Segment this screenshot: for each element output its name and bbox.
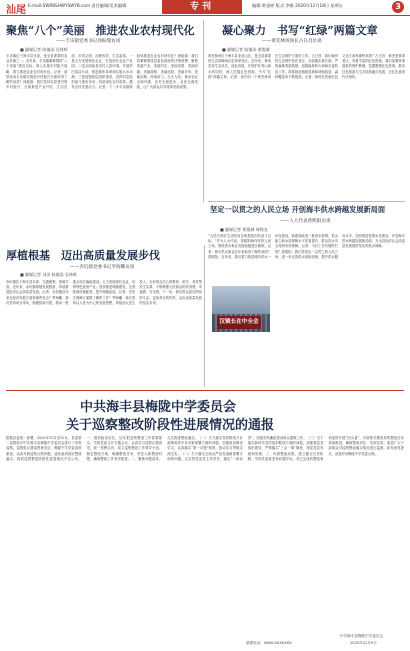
notice-title-line-1: 中共海丰县梅陇中学委员会 xyxy=(80,400,237,415)
notice-top-rule xyxy=(6,390,404,391)
article-2-subtitle: ——黄羌林场场长古日昌访谈 xyxy=(262,39,322,44)
article-1-body: 丰乐镇位于海丰县北部，是全县重要的农业乡镇之一。近年来，丰乐镇紧紧围绕“八个美丽”建设目标，深入实施乡村振兴战略，着力推进农业农村现代化。记者：请您谈谈丰乐镇在推进乡村振兴方面取得了哪些成效？徐振瑞：我们坚持以党建引领乡村振兴，全面推进产业兴旺、生态宜居、乡风文明、治理有效、生活富裕。一是大力发展特色农业，打造现代农业产业园；二是全面改善农村人居环境，开展村庄清洁行动，推进厕所革命和垃圾污水治理；三是加强基层组织建设，发挥村党组织战斗堡垒作用；四是深化农村改革，激发农村发展活力。记者：下一步丰乐镇将如何推进农业农村现代化？徐振瑞：我们将紧紧围绕县委县政府的决策部署，聚焦美丽产业、美丽村庄、美丽田园、美丽河湖、美丽道路、美丽庭院、美丽乡风、美丽治理，持续用力、久久为功，推动农业全面升级、农村全面进步、农民全面发展，让广大群众共享改革发展成果。 xyxy=(6,54,198,90)
column-divider xyxy=(204,245,205,387)
page-number-badge: 3 xyxy=(392,1,404,13)
column-divider xyxy=(203,20,204,202)
notice-date: 2020年12月9日 xyxy=(350,641,377,645)
article-2-body: 黄羌林场位于海丰县北部山区，是全县重要的生态屏障和红色革命老区。近年来，林场坚持生态优先、绿色发展，在保护好青山绿水的同时，深入挖掘红色资源，书写“红绿”两篇文章。记者：请介绍一下黄羌林场在生态保护方面的工作。古日昌：我们始终把生态保护放在首位，全面落实林长制，严格森林资源管理，加强森林防火和病虫害防治工作，持续推进植树造林和林相改造，森林覆盖率不断提高。记者：林场在传承红色文化方面有哪些举措？古日昌：黄羌是革命老区，有着丰富的红色资源。我们加强革命遗址的保护修缮，挖掘整理红色故事，推动红色旅游与生态旅游融合发展，让红色基因代代相传。 xyxy=(208,54,405,79)
article-4-subtitle: ——人大代表曾熙阳访谈 xyxy=(280,219,331,224)
section-banner: 专刊 xyxy=(162,0,242,14)
article-3-body: 赤坑镇位于海丰县东部，交通便利，资源丰富。近年来，赤坑镇厚植发展根基，持续推进经济社会高质量发展。记者：赤坑镇近年来在经济发展方面有哪些亮点？罗海雕：我们坚持项目带动，积极招商引资，推动一批重点项目落地建设；大力发展现代农业，培育特色优势产业；加快推进城镇建设，完善基础设施配套，提升城镇品质。记者：在民生保障方面做了哪些工作？罗海雕：我们坚持以人民为中心的发展思想，持续加大民生投入，办好群众关心的教育、医疗、养老等民生实事，不断增强人民群众的获得感、幸福感、安全感。下一步，我们将以更加昂扬的斗志、更加务实的作风，迈出高质量发展的坚实步伐。 xyxy=(6,280,202,305)
masthead xyxy=(0,0,410,16)
article-3-subtitle: ——赤坑镇党委书记罗海雕访谈 xyxy=(70,265,135,270)
article-4-byline: ■ 融媒记者 黄俊城 周锦龙 xyxy=(220,227,268,232)
article-3-title: 厚植根基 迈出高质量发展步伐 xyxy=(6,249,160,262)
notice-contact: 联系电话：0660-XXXXXXX xyxy=(246,641,292,645)
article-4-title: 坚定一以贯之的人民立场 开创海丰供水跨越发展新局面 xyxy=(210,205,386,214)
article-2-title: 凝心聚力 书写“红绿”两篇文章 xyxy=(222,24,378,37)
article-3-byline: ■ 融媒记者 刘泽 陈镇添 吴林辉 xyxy=(20,272,77,277)
notice-title-line-2: 关于巡察整改阶段性进展情况的通报 xyxy=(66,418,275,433)
interview-stamp: 汉镇长在中全会 xyxy=(217,316,261,329)
article-2-byline: ■ 融媒记者 陈镇添 黄俊城 xyxy=(222,47,270,52)
article-4-body: “人民对美好生活的向往就是我们的奋斗目标。”作为人大代表，曾熙阳始终坚持人民立场，围绕供水事业发展积极建言献策。记者：海丰供水事业近年来取得了哪些成绩？曾熙阳：近年来，我们着力推进城乡供水一体化建设，新建和改造一批供水管网，供水能力和水质保障水平显著提升，群众饮水安全得到有效保障。记者：今后工作有哪些打算？曾熙阳：我们将坚定一以贯之的人民立场，进一步完善供水基础设施，提升供水服务水平，加快推进智慧水务建设，开创海丰供水跨越发展新局面，为全县经济社会高质量发展提供坚实的供水保障。 xyxy=(208,234,405,259)
notice-signature: 中共海丰县梅陇中学委员会 xyxy=(340,634,384,638)
article-1-subtitle: ——丰乐镇党委书记徐振瑞访谈 xyxy=(56,39,121,44)
notice-body: 根据县委统一部署，2020年11月至12月，县委第二巡察组对中共海丰县梅陇中学委员会进行了常规巡察。巡察组反馈巡察意见后，梅陇中学党委高度重视，认真对照巡察反馈问题，逐条逐项抓好整改落实。现将巡察整改阶段性进展情况予以公布。一、提高政治站位，切实把巡察整改工作抓紧抓实。学校党委召开专题会议，认真学习巡察反馈意见，统一思想认识，成立巡察整改工作领导小组，制定整改方案，明确整改任务、责任人和整改时限，确保整改工作有序推进。二、聚焦问题清单，扎实推进整改落实。（一）关于落实党的路线方针政策和党中央决策部署方面的问题。加强政治理论学习，认真落实“第一议题”制度，推动学习贯彻走深走实。（二）关于落实全面从严治党战略部署方面的问题。压实管党治党主体责任，落实“一岗双责”，加强党风廉政建设和反腐败工作。（三）关于落实新时代党的组织路线方面的问题。加强基层党组织建设，严格落实“三会一课”制度，规范党员发展和管理。三、巩固整改成果，建立健全长效机制。学校党委将坚持问题导向，对已完成的整改事项适时开展“回头看”，对需要长期坚持的整改任务持续推进，确保整改到位、见到实效。欢迎广大干部群众对巡察整改落实情况进行监督。如有意见建议，请及时向梅陇中学党委反映。 xyxy=(6,436,404,461)
masthead-right-info: 编辑:黄金婷 版式:李维 2020年12月18日 星期五 xyxy=(252,3,343,8)
article-1-title: 聚焦“八个”美丽 推进农业农村现代化 xyxy=(6,24,195,37)
masthead-left-info: E-mail:SWRBSHWYSWYB.com 责任编辑/美术编辑 xyxy=(28,3,127,8)
article-1-byline: ■ 融媒记者 陈镇添 吴林辉 xyxy=(20,47,68,52)
newspaper-logo: 汕尾 xyxy=(6,5,26,16)
section-divider xyxy=(208,201,405,202)
